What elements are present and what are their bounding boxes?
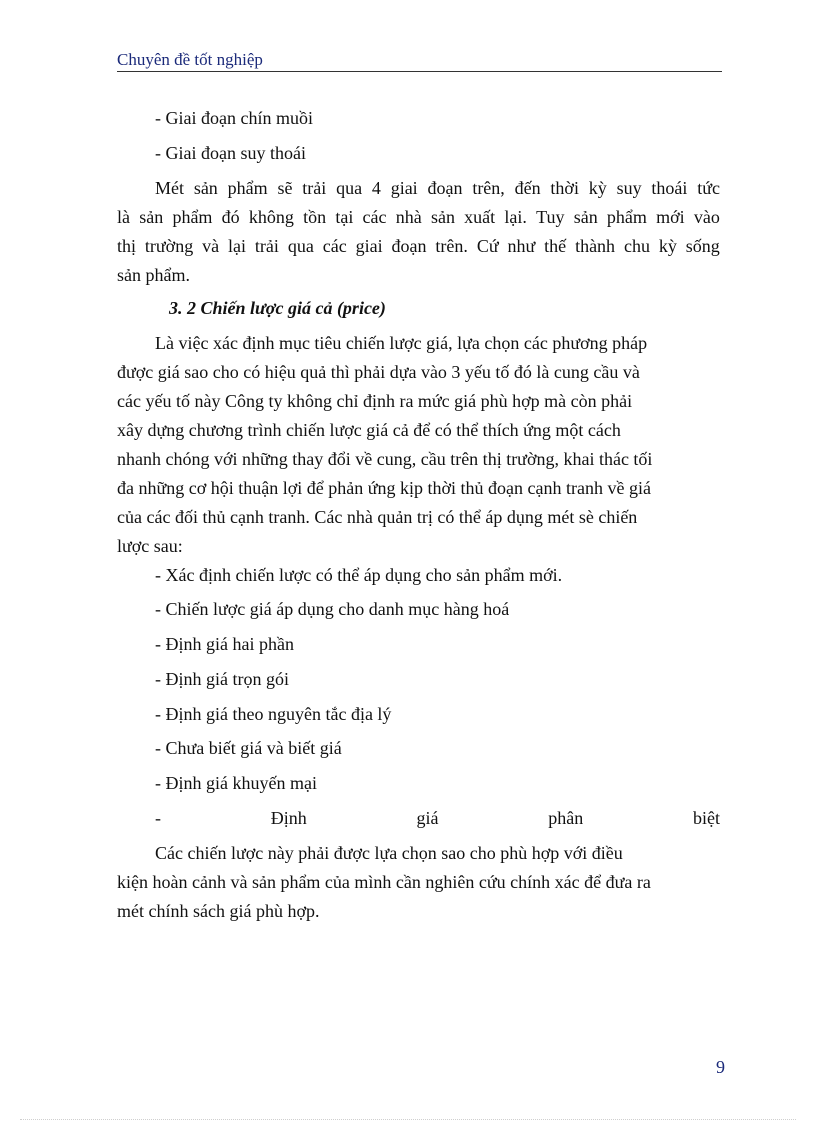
list-item: - Chưa biết giá và biết giá	[155, 738, 342, 758]
header-title: Chuyên đề tốt nghiệp	[117, 50, 263, 69]
paragraph-line: Là việc xác định mục tiêu chiến lược giá, lựa chọn các phương pháp	[155, 333, 648, 353]
footer-divider	[20, 1119, 796, 1120]
spread-word: -	[155, 808, 161, 828]
paragraph-line: xây dựng chương trình chiến lược giá cả để có thể thích ứng một cách	[117, 420, 621, 440]
list-item: - Giai đoạn chín muồi	[155, 108, 313, 128]
paragraph-line: là sản phẩm đó không tồn tại các nhà sản xuất lại. Tuy sản phẩm mới vào	[117, 207, 720, 227]
spread-word: phân	[548, 808, 584, 828]
paragraph-line: các yếu tố này Công ty không chỉ định ra mức giá phù hợp mà còn phải	[117, 391, 633, 411]
page-number: 9	[716, 1057, 725, 1077]
page-header	[117, 49, 722, 72]
paragraph-line: Các chiến lược này phải được lựa chọn sao cho phù hợp với điều	[155, 843, 623, 863]
paragraph-line: kiện hoàn cảnh và sản phẩm của mình cần nghiên cứu chính xác để đưa ra	[117, 872, 651, 892]
section-heading: 3. 2 Chiến lược giá cả (price)	[169, 298, 386, 318]
list-item: - Chiến lược giá áp dụng cho danh mục hàng hoá	[155, 599, 510, 619]
list-item: - Định giá trọn gói	[155, 669, 289, 689]
paragraph-line: Mét sản phẩm sẽ trải qua 4 giai đoạn trên, đến thời kỳ suy thoái tức	[155, 178, 720, 198]
paragraph-line: lược sau:	[117, 536, 183, 556]
spread-word: giá	[416, 808, 439, 828]
paragraph-line: sản phẩm.	[117, 265, 190, 285]
paragraph-line: đa những cơ hội thuận lợi để phản ứng kịp thời thủ đoạn cạnh tranh về giá	[117, 478, 651, 498]
spread-word: Định	[270, 808, 307, 828]
list-item: - Định giá khuyến mại	[155, 773, 317, 793]
paragraph-line: của các đối thủ cạnh tranh. Các nhà quản trị có thể áp dụng mét sè chiến	[117, 507, 638, 527]
spread-list-item	[155, 804, 720, 833]
list-item: - Giai đoạn suy thoái	[155, 143, 306, 163]
spread-word: biệt	[693, 808, 720, 828]
paragraph-line: thị trường và lại trải qua các giai đoạn trên. Cứ như thế thành chu kỳ sống	[117, 236, 720, 256]
list-item: - Định giá theo nguyên tắc địa lý	[155, 704, 392, 724]
paragraph-line: được giá sao cho có hiệu quả thì phải dựa vào 3 yếu tố đó là cung cầu và	[117, 362, 640, 382]
list-item: - Xác định chiến lược có thể áp dụng cho sản phẩm mới.	[155, 565, 563, 585]
list-item: - Định giá hai phần	[155, 634, 294, 654]
paragraph-line: mét chính sách giá phù hợp.	[117, 901, 320, 921]
paragraph-line: nhanh chóng với những thay đổi về cung, cầu trên thị trường, khai thác tối	[117, 449, 653, 469]
